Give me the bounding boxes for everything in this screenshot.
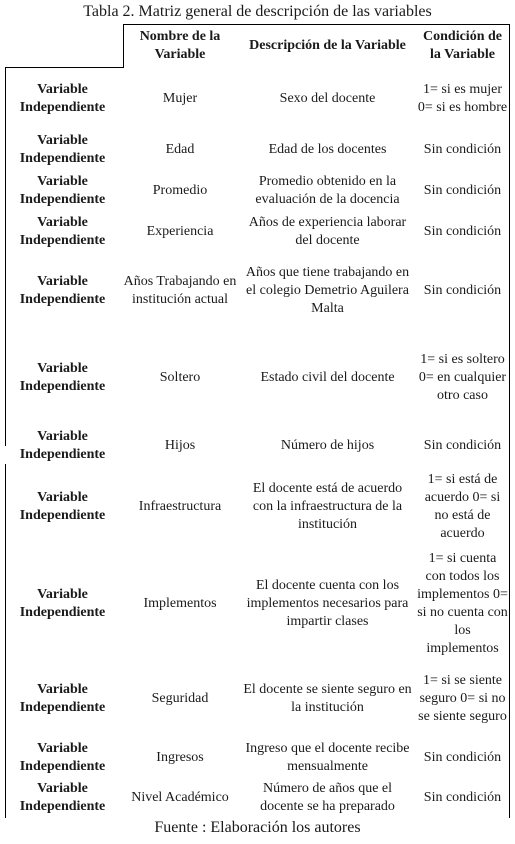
table-row [5,170,510,211]
variable-description: Ingreso que el docente recibe mensualmente [245,741,410,774]
variable-condition: Sin condición [423,142,502,157]
variable-condition: 1= si cuenta con todos los implementos 0= si no cuenta con los implementos [417,551,508,656]
variables-table [5,24,510,818]
variable-description: Años que tiene trabajando en el colegio Demetrio Aguilera Malta [245,264,410,316]
variable-name: Experiencia [146,223,214,239]
variable-type: Variable Independiente [19,490,106,523]
variable-description: Número de hijos [280,438,375,453]
table-row [5,548,510,660]
table-row [5,252,510,329]
table-caption: Tabla 2. Matriz general de descripción de las variables [83,3,432,20]
variables-table-container [5,24,510,818]
variable-condition: 1= si está de acuerdo 0= si no está de acuerdo [424,472,501,541]
variable-description: Sexo del docente [279,91,376,106]
variable-type: Variable Independiente [19,741,106,774]
variable-type: Variable Independiente [19,173,106,207]
variable-type: Variable Independiente [19,214,106,248]
variable-description: Estado civil del docente [260,369,395,385]
variable-description: El docente se siente seguro en la institución [243,682,412,715]
variable-condition: 1= si se siente seguro 0= si no se siente seguro [418,673,507,724]
variable-condition: Sin condición [423,750,502,765]
table-source-note: Fuente : Elaboración los autores [154,819,361,836]
variable-type: Variable Independiente [19,360,106,394]
table-row [5,211,510,252]
header-variable-description: Descripción de la Variable [249,38,406,53]
table-row [5,329,510,426]
table-row [5,660,510,738]
variable-name: Implementos [143,596,217,611]
variable-name: Hijos [164,438,196,453]
variable-condition: Sin condición [423,790,502,805]
variable-description: El docente está de acuerdo con la infraestructura de la institución [252,481,403,532]
variable-description: Años de experiencia laborar del docente [248,214,407,248]
variable-condition: Sin condición [423,282,502,298]
table-row [5,466,510,548]
variable-condition: 1= si es soltero 0= en cualquier otro caso [418,351,507,403]
variable-type: Variable Independiente [19,82,106,115]
table-row [5,130,510,170]
variable-condition: Sin condición [423,182,502,198]
variable-condition: 1= si es mujer 0= si es hombre [417,82,508,115]
table-row [5,68,510,130]
variable-name: Seguridad [151,691,209,706]
variable-name: Infraestructura [138,499,222,514]
variable-type: Variable Independiente [19,273,106,307]
variable-description: El docente cuenta con los implementos necesarios para impartir clases [246,578,409,629]
variable-type: Variable Independiente [19,133,106,166]
variable-name: Nivel Académico [131,790,229,805]
variable-type: Variable Independiente [19,587,106,620]
variable-description: Edad de los docentes [268,142,387,157]
header-variable-name: Nombre de la Variable [139,29,221,62]
variable-description: Promedio obtenido en la evaluación de la docencia [255,173,400,207]
table-header-row [5,24,510,68]
variable-name: Años Trabajando en institución actual [123,273,237,307]
variable-name: Mujer [162,91,198,106]
header-variable-condition: Condición de la Variable [423,29,502,62]
header-empty [5,24,120,68]
variable-name: Ingresos [156,750,204,765]
variable-name: Promedio [152,182,208,198]
variable-name: Soltero [159,369,201,385]
variable-condition: Sin condición [423,223,502,239]
variable-description: Número de años que el docente se ha preparado [260,781,395,814]
variable-condition: Sin condición [423,438,502,453]
variable-type: Variable Independiente [19,429,106,462]
table-row [5,778,510,818]
variable-type: Variable Independiente [19,781,106,814]
table-row [5,738,510,778]
variable-type: Variable Independiente [19,682,106,715]
table-row [5,426,510,466]
variable-name: Edad [165,142,195,157]
